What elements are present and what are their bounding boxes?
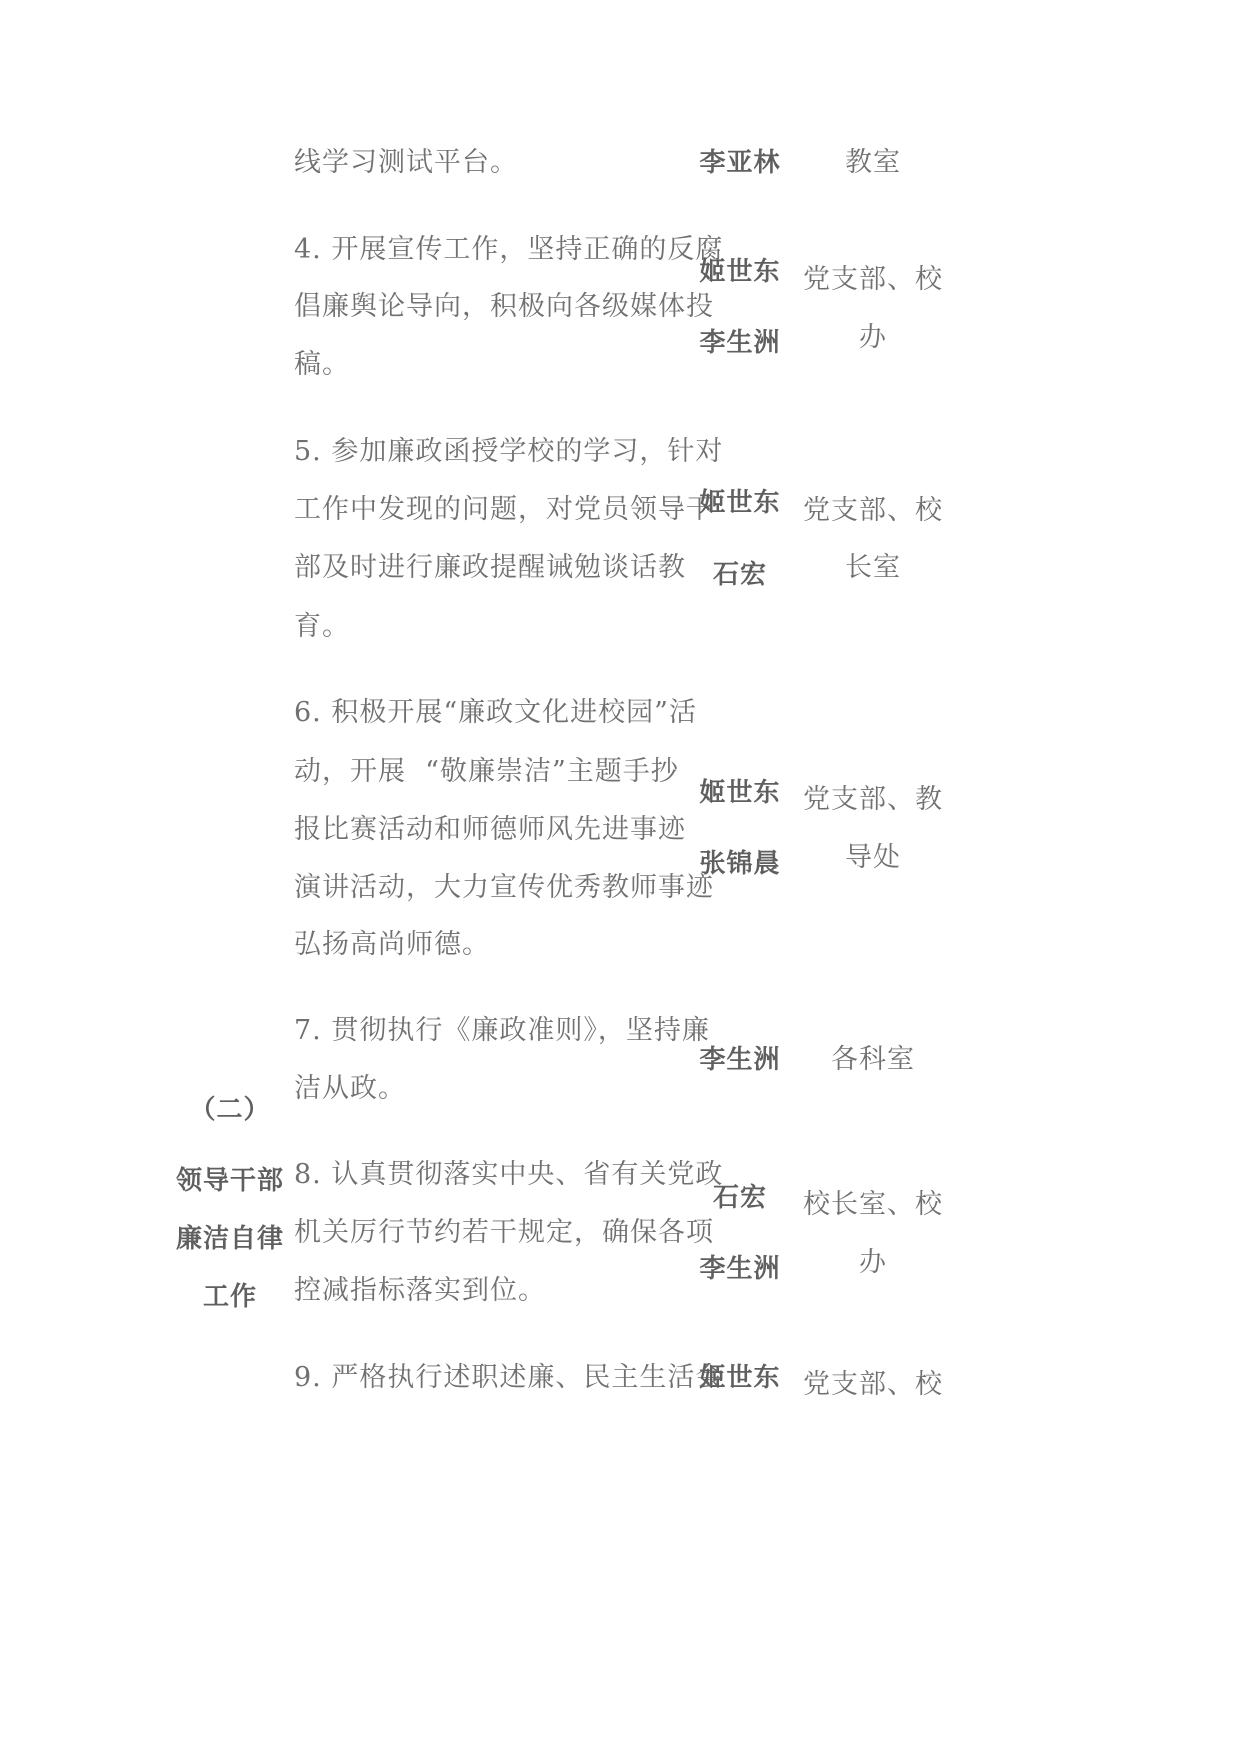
content-line: 工作中发现的问题，对党员领导干 — [294, 494, 714, 525]
content-line: 4. 开展宣传工作，坚持正确的反腐 — [294, 234, 724, 265]
content-line: 8. 认真贯彻落实中央、省有关党政 — [294, 1159, 724, 1190]
content-line: 部及时进行廉政提醒诫勉谈话教 — [294, 552, 686, 583]
content-line: 洁从政。 — [294, 1073, 406, 1104]
responsible-person: 李亚林 — [699, 148, 781, 178]
content-line: 5. 参加廉政函授学校的学习，针对 — [294, 436, 724, 467]
department-line: 办 — [859, 1247, 887, 1278]
content-line: 倡廉舆论导向，积极向各级媒体投 — [294, 291, 714, 322]
responsible-person: 石宏 — [712, 1183, 767, 1213]
category-title-line: 领导干部 — [175, 1166, 284, 1196]
content-line: 6. 积极开展“廉政文化进校园”活 — [294, 697, 697, 728]
responsible-person: 石宏 — [712, 560, 767, 590]
content-line: 报比赛活动和师德师风先进事迹 — [294, 814, 686, 845]
department-line: 各科室 — [831, 1044, 915, 1075]
department-line: 党支部、校 — [803, 1369, 943, 1400]
department-line: 校长室、校 — [803, 1189, 943, 1220]
content-line: 7. 贯彻执行《廉政准则》，坚持廉 — [294, 1015, 710, 1046]
department-line: 党支部、校 — [803, 495, 943, 526]
department-line: 导处 — [845, 842, 901, 873]
responsible-person: 姬世东 — [699, 778, 781, 808]
responsible-person: 姬世东 — [699, 1363, 781, 1393]
department-line: 教室 — [845, 147, 901, 178]
content-line: 9. 严格执行述职述廉、民主生活会 — [294, 1362, 724, 1393]
content-line: 线学习测试平台。 — [294, 147, 518, 178]
department-line: 党支部、教 — [803, 784, 943, 815]
department-line: 办 — [859, 322, 887, 353]
category-number: （二） — [189, 1095, 271, 1125]
responsible-person: 李生洲 — [699, 328, 781, 358]
category-title-line: 工作 — [202, 1282, 257, 1312]
content-line: 控减指标落实到位。 — [294, 1275, 546, 1306]
category-title-line: 廉洁自律 — [175, 1224, 284, 1254]
responsible-person: 李生洲 — [699, 1254, 781, 1284]
content-line: 弘扬高尚师德。 — [294, 929, 490, 960]
content-line: 机关厉行节约若干规定，确保各项 — [294, 1217, 714, 1248]
department-line: 长室 — [845, 552, 901, 583]
content-line: 稿。 — [294, 349, 350, 380]
department-line: 党支部、校 — [803, 264, 943, 295]
content-line: 演讲活动，大力宣传优秀教师事迹 — [294, 872, 714, 903]
responsible-person: 姬世东 — [699, 488, 781, 518]
responsible-person: 李生洲 — [699, 1045, 781, 1075]
content-line: 育。 — [294, 611, 350, 642]
responsible-person: 张锦晨 — [699, 849, 781, 879]
responsible-person: 姬世东 — [699, 257, 781, 287]
content-line: 动，开展 “敬廉崇洁”主题手抄 — [294, 756, 679, 787]
